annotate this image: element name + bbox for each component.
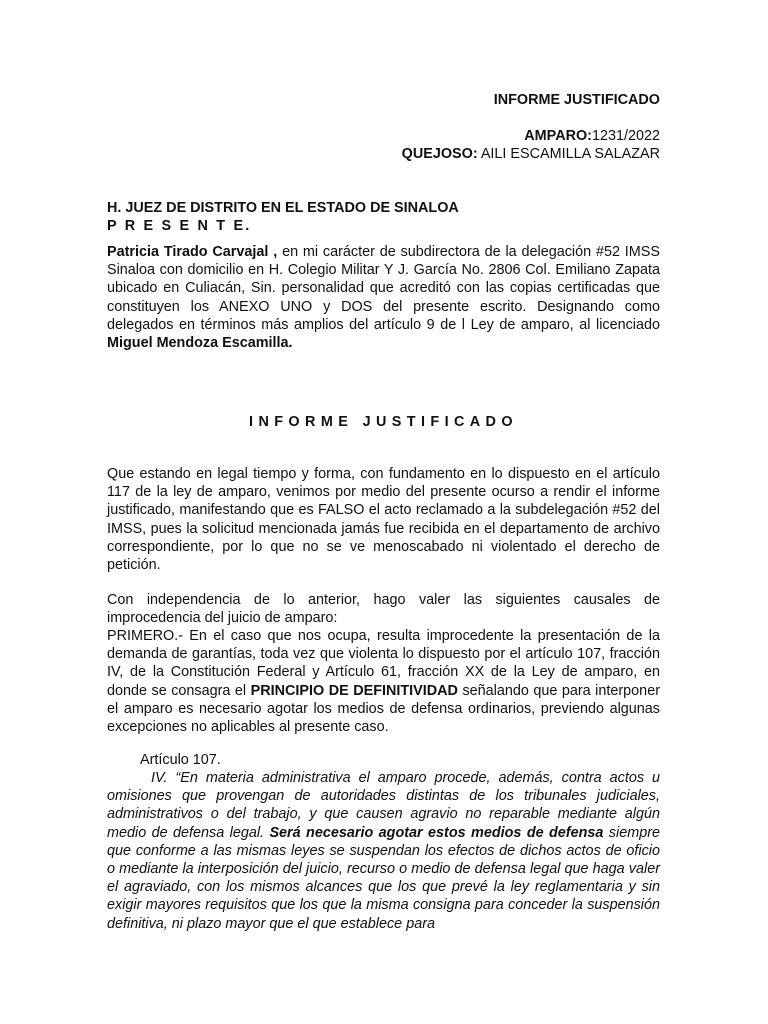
- quejoso-label: QUEJOSO:: [401, 146, 478, 162]
- article-quote: [107, 769, 660, 933]
- delegate-name: Miguel Mendoza Escamilla.: [107, 335, 293, 352]
- article-heading: Artículo 107.: [140, 752, 221, 768]
- quejoso-value: AILI ESCAMILLA SALAZAR: [477, 146, 660, 162]
- intro-paragraph: [107, 243, 660, 352]
- quote-text-a: IV. “En materia administrativa el amparo procede, además, contra actos u omisiones que provengan de autoridades distintas de los tribunales judiciales, administrativos o del trabajo, y que causen agravio no reparable mediante algún medio de defensa legal.: [107, 770, 660, 841]
- addressee-presente: P R E S E N T E.: [107, 218, 252, 235]
- quote-text-b: siempre que conforme a las mismas leyes se suspendan los efectos de dichos actos de oficio o mediante la interposición del juicio, recurso o medio de defensa legal que haga valer el agraviado, con los mismos alcances que los que prevé la ley reglamentaria y sin exigir mayores requisitos que los que la misma consigna para conceder la suspensión definitiva, ni plazo mayor que el que establece para: [107, 824, 660, 932]
- addressee-judge: H. JUEZ DE DISTRITO EN EL ESTADO DE SINALOA: [107, 200, 459, 216]
- primero-paragraph: [107, 627, 660, 736]
- primero-text-a: PRIMERO.- En el caso que nos ocupa, resulta improcedente la presentación de la demanda de garantías, toda vez que violenta lo dispuesto por el artículo 107, fracción IV, de la Constitución Federal y Artículo 61, fracción XX de la Ley de amparo, en donde se consagra el: [107, 628, 660, 699]
- causales-paragraph: Con independencia de lo anterior, hago valer las siguientes causales de improcedencia del juicio de amparo:: [107, 592, 660, 627]
- quote-bold: Será necesario agotar estos medios de defensa: [269, 824, 604, 841]
- report-paragraph: Que estando en legal tiempo y forma, con fundamento en lo dispuesto en el artículo 117 de la ley de amparo, venimos por medio del presente ocurso a rendir el informe justificado, manifestando que es FALSO el acto reclamado a la subdelegación #52 del IMSS, pues la solicitud mencionada jamás fue recibida en el departamento de archivo correspondiente, por lo que no se ve menoscabado ni violentado el derecho de petición.: [107, 466, 660, 574]
- addressee-block: [107, 199, 660, 235]
- quejoso-line: [107, 145, 660, 163]
- amparo-line: [107, 127, 660, 145]
- primero-text-b: señalando que para interponer el amparo es necesario agotar los medios de defensa ordinarios, previendo algunas excepciones no aplicables al presente caso.: [107, 682, 660, 736]
- intro-text: en mi carácter de subdirectora de la delegación #52 IMSS Sinaloa con domicilio en H. Colegio Militar Y J. García No. 2806 Col. Emiliano Zapata ubicado en Culiacán, Sin. personalidad que acreditó con las copias certificadas que constituyen los ANEXO UNO y DOS del presente escrito. Designando como delegados en términos más amplios del artículo 9 de l Ley de amparo, al licenciado: [107, 244, 660, 333]
- section-title: INFORME JUSTIFICADO: [249, 414, 518, 430]
- primero-principle: PRINCIPIO DE DEFINITIVIDAD: [250, 682, 458, 699]
- signer-name: Patricia Tirado Carvajal ,: [107, 244, 278, 260]
- amparo-value: 1231/2022: [591, 128, 660, 144]
- amparo-label: AMPARO:: [524, 128, 592, 144]
- document-title: INFORME JUSTIFICADO: [493, 92, 660, 108]
